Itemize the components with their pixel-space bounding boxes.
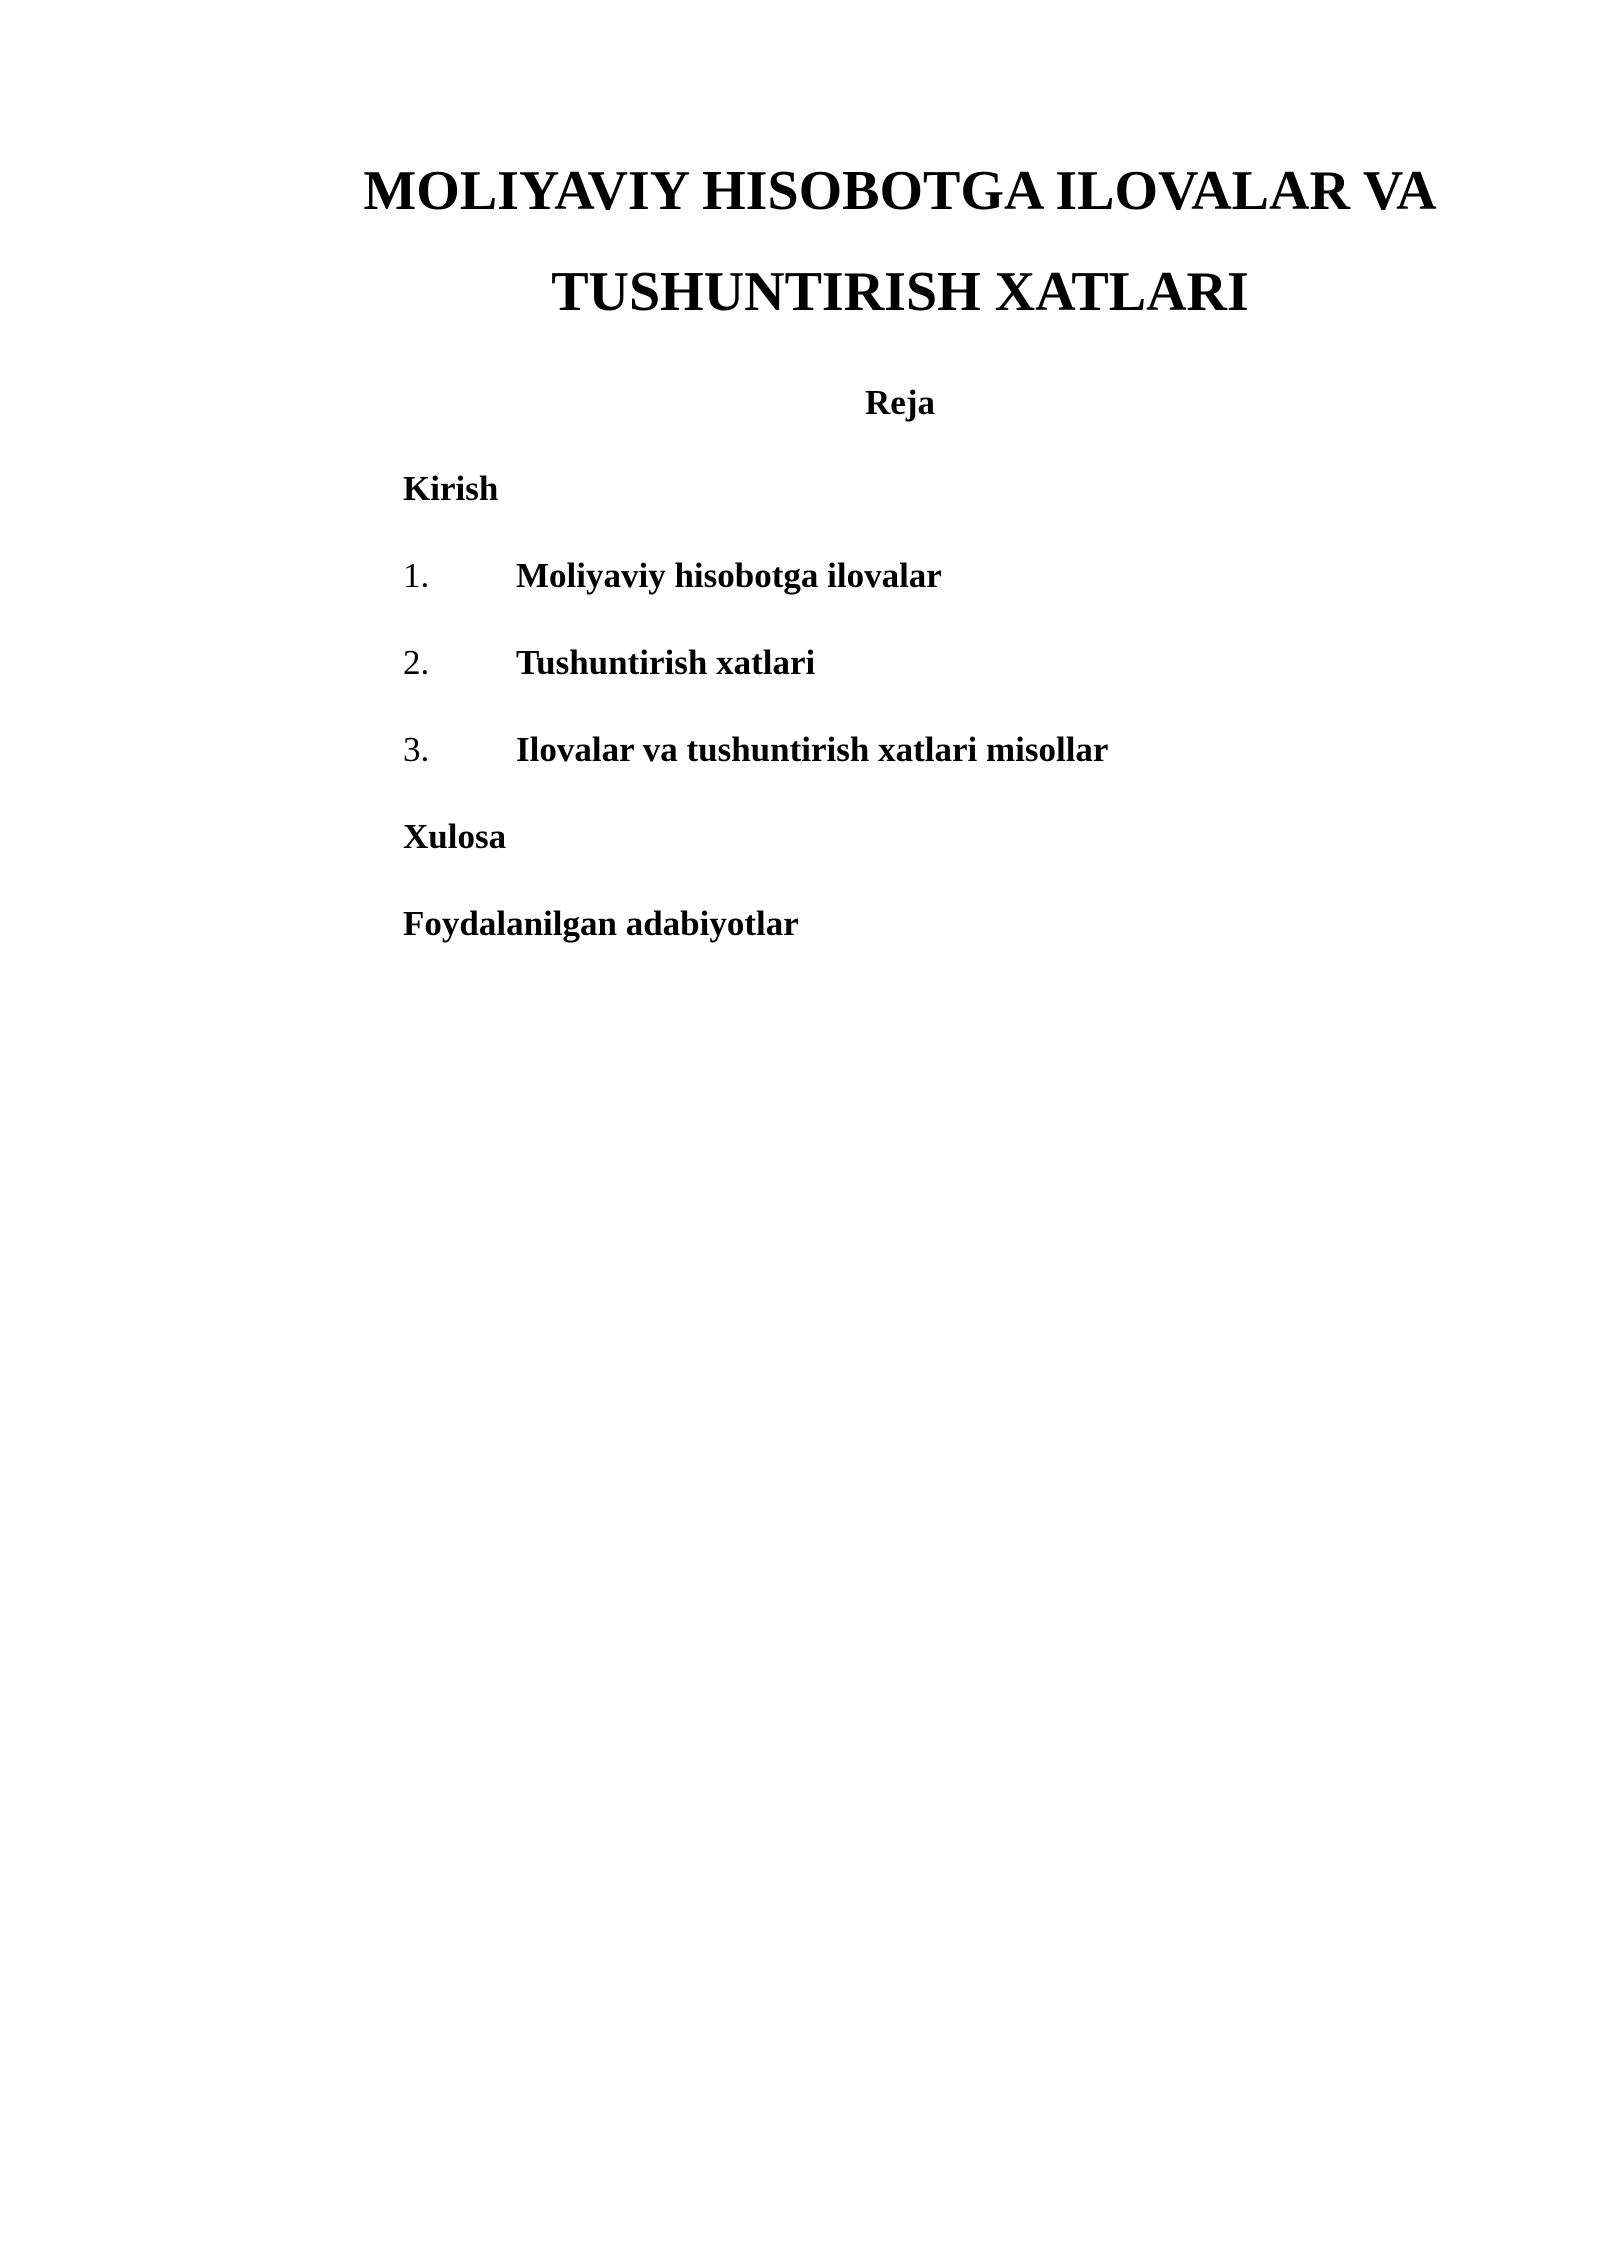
plan-item-2 [403,645,815,680]
plan-item-1-text: Moliyaviy hisobotga ilovalar [516,556,942,595]
plan-item-3-text: Ilovalar va tushuntirish xatlari misollar [516,730,1109,769]
plan-item-1-number: 1. [403,556,430,595]
document-title-line-2: TUSHUNTIRISH XATLARI [551,261,1249,323]
document-title-line-1: MOLIYAVIY HISOBOTGA ILOVALAR VA [363,160,1437,222]
plan-item-3 [403,732,1108,767]
plan-item-conclusion [403,819,506,854]
plan-item-1 [403,558,942,593]
plan-item-intro [403,471,498,506]
plan-item-intro-text: Kirish [403,469,499,508]
plan-item-3-number: 3. [403,730,430,769]
plan-item-2-text: Tushuntirish xatlari [516,643,816,682]
plan-item-references-text: Foydalanilgan adabiyotlar [403,904,799,943]
plan-item-2-number: 2. [403,643,430,682]
plan-item-references [403,906,799,941]
plan-heading: Reja [865,383,935,422]
plan-item-conclusion-text: Xulosa [403,817,507,856]
